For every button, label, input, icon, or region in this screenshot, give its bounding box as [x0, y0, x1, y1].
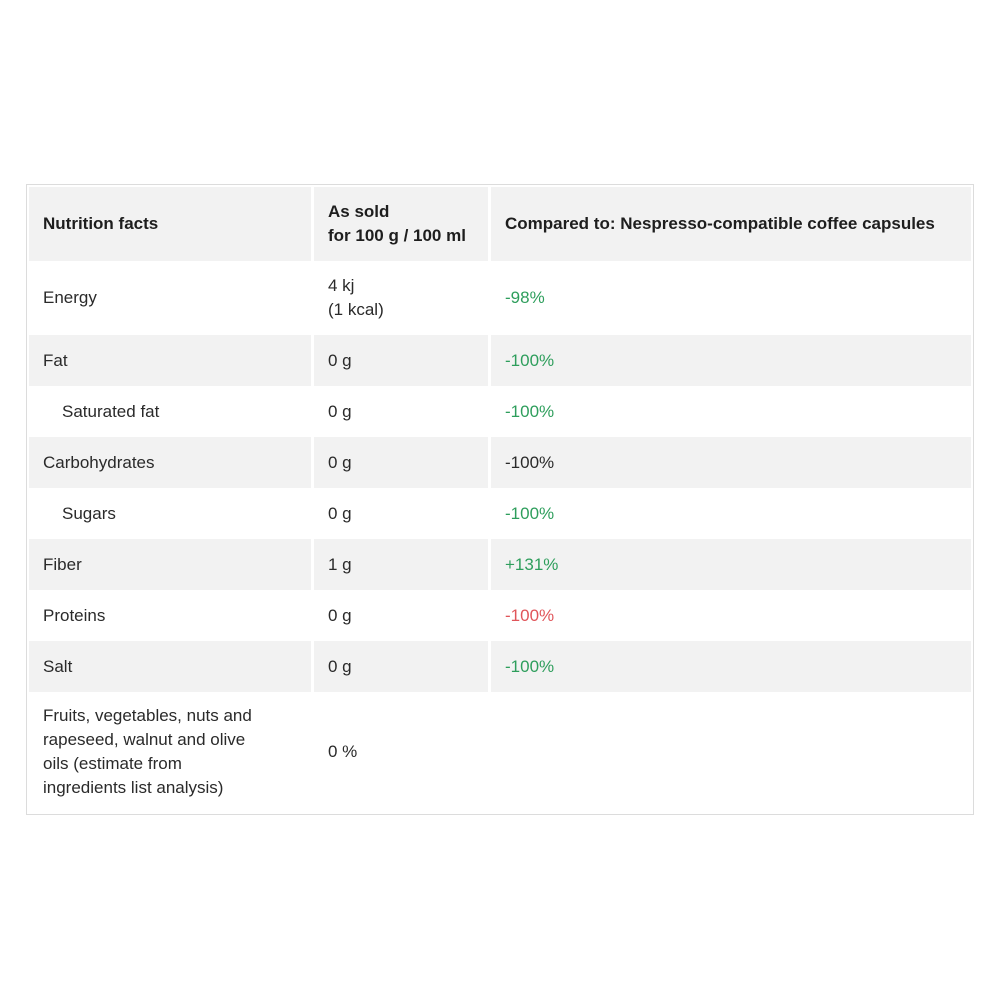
table-row-energy — [29, 261, 971, 335]
header-as-sold-line1: As sold — [328, 202, 390, 221]
row-value: 0 g — [328, 605, 352, 625]
header-as-sold-line2: for 100 g / 100 ml — [328, 226, 466, 245]
row-label — [29, 692, 311, 812]
row-label-line: rapeseed, walnut and olive — [43, 730, 246, 749]
row-label: Saturated fat — [62, 401, 160, 421]
table-row-carbohydrates — [29, 437, 971, 488]
row-value: 0 % — [328, 742, 358, 761]
header-compared-to: Compared to: Nespresso-compatible coffee capsules — [491, 187, 971, 261]
row-label: Sugars — [62, 503, 116, 523]
row-value: 0 g — [328, 401, 352, 421]
row-compare: -100% — [491, 335, 971, 386]
row-value: 0 g — [314, 335, 488, 386]
table-header-row — [29, 187, 971, 261]
row-label: Salt — [29, 641, 311, 692]
row-value: 0 g — [328, 503, 352, 523]
row-label: Fiber — [29, 539, 311, 590]
row-value — [314, 261, 488, 335]
row-value: 0 g — [314, 641, 488, 692]
row-label-line: oils (estimate from — [43, 754, 182, 773]
row-compare: -98% — [505, 288, 545, 307]
table-row-saturated-fat — [29, 386, 971, 437]
nutrition-table-container — [26, 184, 974, 815]
row-label: Proteins — [43, 605, 106, 625]
row-label: Fat — [29, 335, 311, 386]
row-value-line2: (1 kcal) — [328, 300, 384, 319]
table-row-fiber — [29, 539, 971, 590]
nutrition-table — [26, 187, 974, 812]
table-row-proteins — [29, 590, 971, 641]
row-value: 1 g — [314, 539, 488, 590]
row-compare: -100% — [491, 437, 971, 488]
table-row-fat — [29, 335, 971, 386]
row-label-line: Fruits, vegetables, nuts and — [43, 706, 252, 725]
header-nutrition-facts: Nutrition facts — [29, 187, 311, 261]
row-compare — [491, 692, 971, 812]
row-compare: -100% — [505, 503, 555, 523]
row-compare: -100% — [505, 605, 555, 625]
row-value-line1: 4 kj — [328, 276, 355, 295]
row-label: Carbohydrates — [29, 437, 311, 488]
row-compare: +131% — [491, 539, 971, 590]
header-as-sold — [314, 187, 488, 261]
row-value: 0 g — [314, 437, 488, 488]
row-label-line: ingredients list analysis) — [43, 778, 224, 797]
table-row-sugars — [29, 488, 971, 539]
row-compare: -100% — [491, 641, 971, 692]
row-compare: -100% — [505, 401, 555, 421]
table-row-salt — [29, 641, 971, 692]
table-row-fruits-vegetables — [29, 692, 971, 812]
row-label: Energy — [43, 288, 97, 307]
